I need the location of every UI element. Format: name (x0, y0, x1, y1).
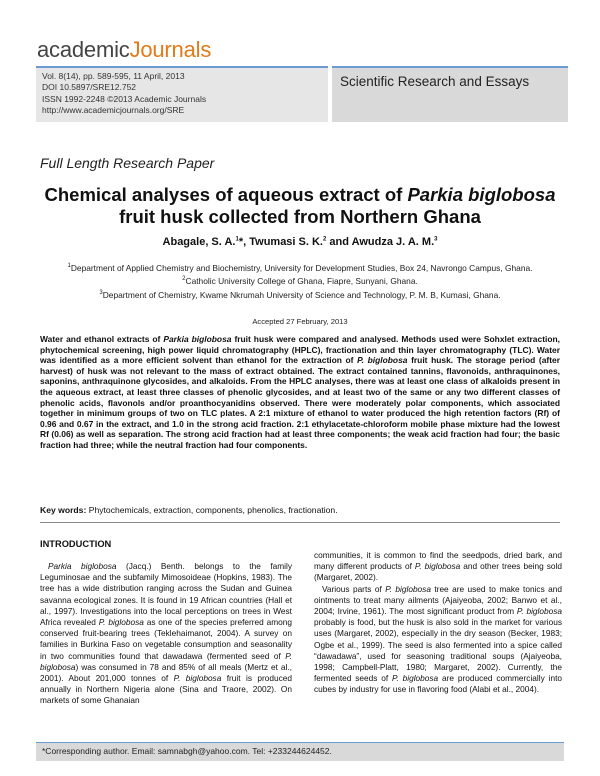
intro-r-species-1: P. biglobosa (414, 561, 461, 572)
journal-header (36, 66, 568, 120)
intro-r-seg-4: tree are used to make tonics and ointments to treat many ailments (Ajaiyeoba, 2002; Banwo et al., 2004; Irvine, 1961). The most significant product from (314, 583, 562, 617)
affiliation-1-number: 1 (67, 263, 71, 269)
abstract-seg-1: Water and ethanol extracts of (40, 334, 164, 344)
intro-l-species-1: Parkia biglobosa (48, 561, 117, 571)
author-2-affil: 2 (323, 236, 327, 243)
accepted-date: Accepted 27 February, 2013 (252, 317, 348, 326)
affiliation-3-text: Department of Chemistry, Kwame Nkrumah University of Science and Technology, P. M. B, Kumasi, Ghana. (102, 289, 501, 300)
intro-l-seg-2: as one of the species preferred among conserved fruit-bearing trees (Teklehaimanot, 2004). A survey on families in Burkina Faso on vegetable consumption and seasonality in two communities found that dawadawa (fermented seed of (40, 617, 292, 661)
intro-r-seg-1: communities, it is common to find the seedpods, dried bark, and many different products of (314, 550, 562, 572)
intro-l-seg-3: ) was consumed in 78 and 85% of all meals (Mertz et al., 2001). About 201,000 tonnes of (40, 661, 292, 684)
intro-left-column (40, 561, 292, 707)
intro-r-seg-6: are produced commercially into cubes by industry for use in flavoring food (Alabi et al., 2004). (314, 673, 562, 695)
affiliation-3 (34, 288, 566, 301)
intro-r-seg-5: probably is food, but the husk is also sold in the market for various uses (Margaret, 2002), especially in the dry season (Becker, 1983; Ogbe et al., 1999). The seed is also fermented into a spice called “dawadawa”, used for seasoning traditional soups (Ajaiyeoba, 1998; Campbell-Platt, 1980; Margaret, 2002). Currently, the fermented seeds of (314, 617, 562, 684)
intro-paragraph-2 (314, 584, 562, 696)
paper-type: Full Length Research Paper (40, 155, 215, 171)
title-part2: fruit husk collected from Northern Ghana (119, 206, 481, 227)
journal-name-box (332, 66, 568, 122)
intro-l-species-2: P. biglobosa (98, 617, 144, 628)
abstract (40, 334, 560, 451)
intro-right-column (314, 550, 562, 696)
intro-paragraph-1-cont (314, 550, 562, 584)
meta-issn: ISSN 1992-2248 ©2013 Academic Journals (42, 93, 207, 104)
intro-r-species-2: P. biglobosa (385, 583, 431, 594)
journal-meta (42, 71, 206, 116)
affiliation-1 (34, 261, 566, 274)
keywords-text: Phytochemicals, extraction, components, phenolics, fractionation. (86, 505, 338, 515)
author-3-affil: 3 (434, 236, 438, 243)
paper-title (40, 184, 560, 228)
journal-name: Scientific Research and Essays (340, 74, 530, 89)
intro-l-species-3: P. biglobosa (40, 650, 292, 672)
author-1-affil: 1 (235, 236, 239, 243)
affiliation-2-text: Catholic University College of Ghana, Fiapre, Sunyani, Ghana. (185, 276, 418, 287)
journal-publisher-logo (37, 37, 211, 63)
logo-text-journals: Journals (129, 37, 212, 62)
intro-r-seg-2: and other trees being sold (Margaret, 2002). (314, 561, 562, 583)
meta-volume: Vol. 8(14), pp. 589-595, 11 April, 2013 (42, 71, 185, 81)
intro-l-species-4: P. biglobosa (173, 673, 222, 684)
abstract-seg-2: fruit husk were compared and analysed. Methods used were Sohxlet extraction, phytochemical screening, high power liquid chromatography (HPLC), fractionation and thin layer chromatography (TLC). Water was identified as a more efficient solvent than ethanol for the extraction of (40, 334, 560, 366)
intro-l-seg-1: (Jacq.) Benth. belongs to the family Leguminosae and the subfamily Mimosoideae (Hopkins, 1983). The tree has a wide distribution ranging across the Sudan and Guinea savanna ecological zones. It is found in 19 African countries (Hall et al., 1997). Investigations into the local perceptions on trees in West Africa revealed (40, 561, 293, 628)
keywords-label: Key words: (40, 505, 87, 515)
journal-meta-box (36, 66, 328, 122)
author-2: Twumasi S. K. (249, 236, 323, 248)
meta-doi: DOI 10.5897/SRE12.752 (42, 82, 137, 93)
abstract-seg-3: fruit husk. The storage period (after harvest) of husk was not relevant to the mass of extract obtained. The extract contained tannins, flavonoids, anthraquinones, saponins, anthraquinone glycosides, and alkaloids. From the HPLC analyses, there was at least one class of alkaloids present in the aqueous extract, at least three classes of phenolic glycosides, and at least two of the same or any two different classes of phenolic acids, flavonols and/or proanthocyanidins observed. There were moderately polar components, which associated together in minimum groups of two on TLC plates. A 2:1 mixture of ethanol to water produced the high retention factors (Rf) of 0.96 and 0.67 in the extract, and 1.0 in the strong acid fraction. 2:1 ethylacetate-chloroform mobile phase mixture had the lowest Rf (0.06) as well as separation. The strong acid fraction had at least three components; the weak acid fraction had four; the basic fraction had three; while the neutral fraction had four components. (40, 355, 560, 450)
author-list (40, 236, 560, 248)
footnote-text: *Corresponding author. Email: samnabgh@yahoo.com. Tel: +233244624452. (42, 746, 332, 756)
affiliations (34, 261, 566, 301)
title-part1: Chemical analyses of aqueous extract of (44, 184, 408, 205)
section-divider (40, 522, 560, 523)
intro-l-seg-4: fruit is produced annually in Northern Nigeria alone (Sina and Traore, 2002). On markets of some Ghanaian (40, 673, 292, 706)
author-and: and (326, 236, 352, 248)
affiliation-1-text: Department of Applied Chemistry and Biochemistry, University for Development Studies, Box 24, Navrongo Campus, Ghana. (70, 262, 533, 273)
title-species: Parkia biglobosa (407, 184, 556, 205)
introduction-heading: INTRODUCTION (40, 539, 112, 549)
intro-r-species-4: P. biglobosa (392, 673, 439, 684)
author-1: Abagale, S. A. (162, 236, 236, 248)
affiliation-2-number: 2 (182, 276, 186, 283)
abstract-species-2: P. biglobosa (357, 355, 408, 366)
abstract-species-1: Parkia biglobosa (163, 334, 232, 344)
affiliation-3-number: 3 (99, 289, 103, 296)
author-1-corresponding: *, (238, 236, 250, 248)
corresponding-author-footnote (36, 742, 564, 761)
author-3: Awudza J. A. M. (351, 236, 435, 248)
logo-text-academic: academic (37, 37, 130, 62)
keywords (40, 505, 560, 515)
abstract-text (40, 334, 560, 451)
intro-paragraph-1 (40, 561, 292, 707)
meta-url[interactable]: http://www.academicjournals.org/SRE (42, 104, 185, 115)
intro-r-species-3: P. biglobosa (516, 606, 562, 617)
affiliation-2 (34, 274, 566, 287)
intro-r-seg-3: Various parts of (322, 583, 386, 594)
